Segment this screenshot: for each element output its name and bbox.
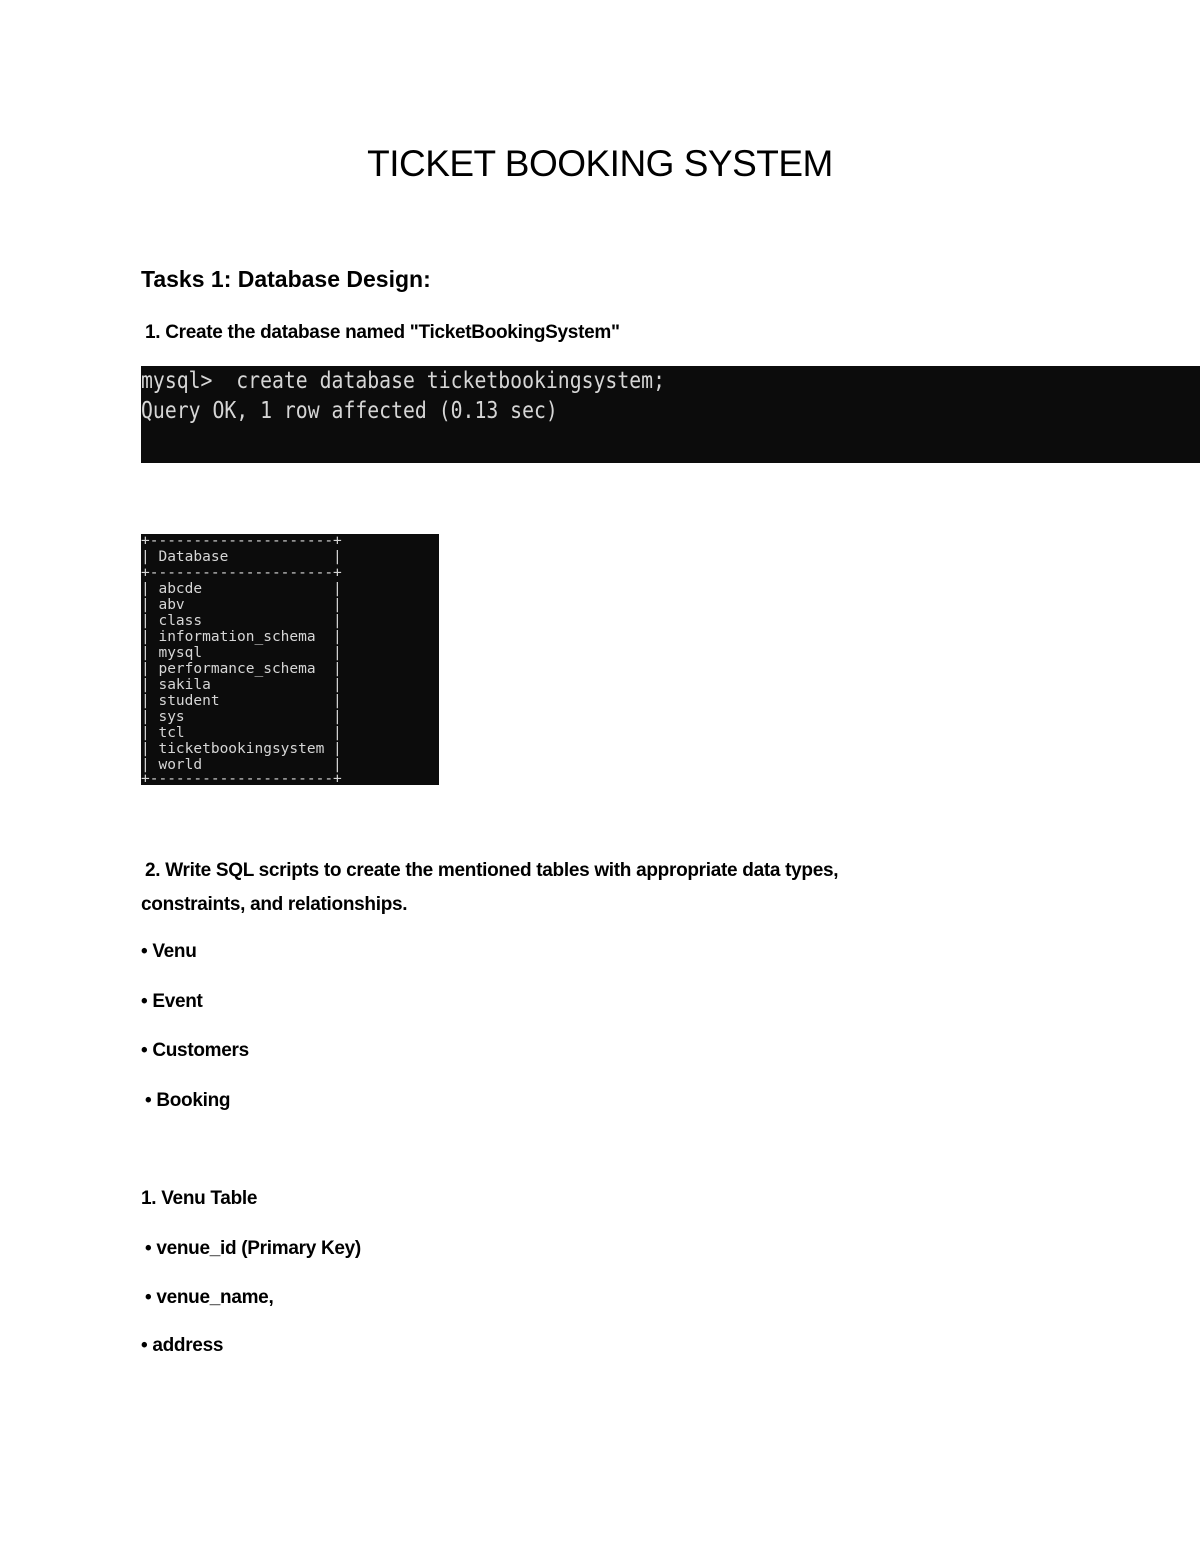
table-row: | world |: [141, 757, 342, 773]
table-border: +---------------------+: [141, 771, 342, 785]
table-row: | sakila |: [141, 677, 342, 693]
table-row: | information_schema |: [141, 629, 342, 645]
table-border: +---------------------+: [141, 565, 342, 581]
list-item-customers: • Customers: [141, 1040, 249, 1061]
table-row: | abcde |: [141, 581, 342, 597]
step-2-text: 2. Write SQL scripts to create the mentioned tables with appropriate data types,: [145, 860, 839, 881]
table-row: | mysql |: [141, 645, 342, 661]
field-venue-id: • venue_id (Primary Key): [145, 1238, 361, 1259]
table-row: | ticketbookingsystem |: [141, 741, 342, 757]
table-row: | performance_schema |: [141, 661, 342, 677]
terminal-screenshot: [141, 366, 1200, 463]
list-item-booking: • Booking: [145, 1090, 231, 1111]
table-row: | sys |: [141, 709, 342, 725]
table-row: | tcl |: [141, 725, 342, 741]
list-item-event: • Event: [141, 991, 203, 1012]
list-item-venu: • Venu: [141, 941, 197, 962]
table-row: | class |: [141, 613, 342, 629]
table-row: | abv |: [141, 597, 342, 613]
terminal-line: mysql> create database ticketbookingsystem;: [141, 368, 665, 394]
database-list-screenshot: [141, 534, 439, 785]
task-heading: Tasks 1: Database Design:: [141, 266, 431, 292]
table-border: +---------------------+: [141, 534, 342, 549]
field-address: • address: [141, 1335, 224, 1356]
step-1-text: 1. Create the database named "TicketBookingSystem": [145, 322, 620, 343]
page-title: TICKET BOOKING SYSTEM: [367, 143, 833, 184]
venu-table-heading: 1. Venu Table: [141, 1188, 258, 1209]
step-2-text-continued: constraints, and relationships.: [141, 894, 408, 915]
field-venue-name: • venue_name,: [145, 1287, 274, 1308]
table-row: | student |: [141, 693, 342, 709]
terminal-line: Query OK, 1 row affected (0.13 sec): [141, 398, 558, 424]
table-header: | Database |: [141, 549, 342, 565]
